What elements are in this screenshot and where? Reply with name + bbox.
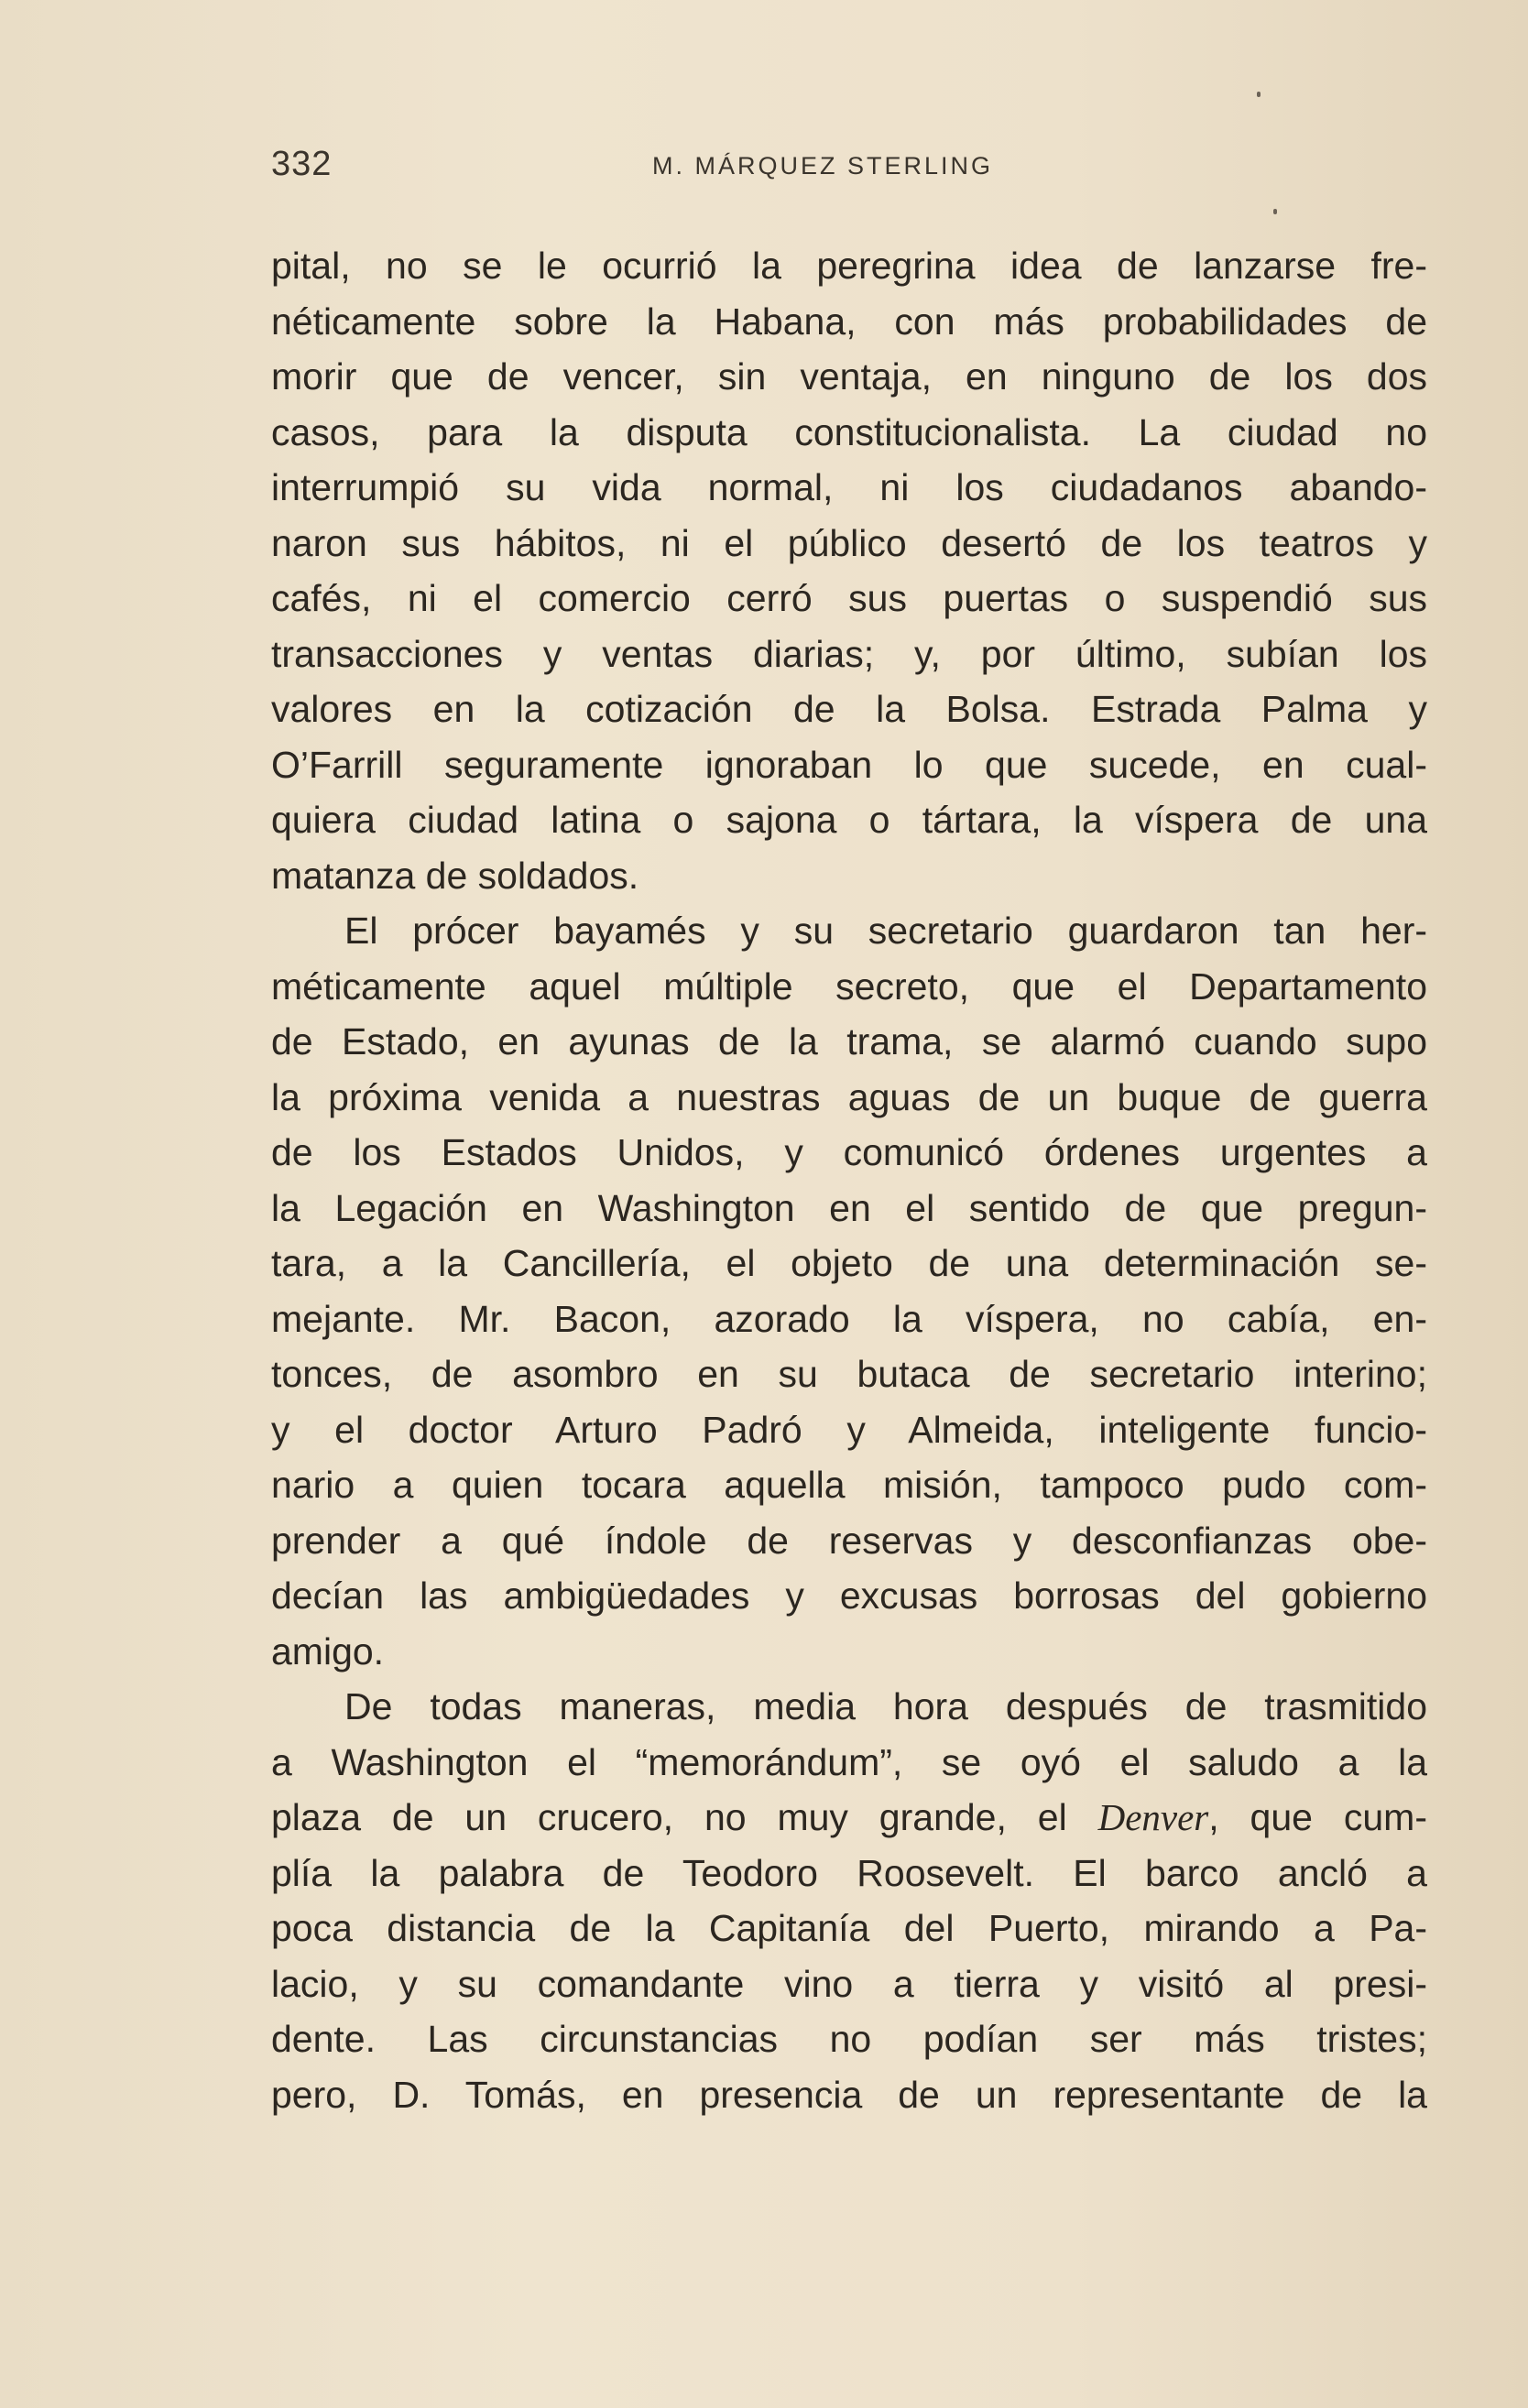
text-line: naron sus hábitos, ni el público desertó de los teatros y <box>271 521 1427 564</box>
text-line: decían las ambigüedades y excusas borrosas del gobierno <box>271 1574 1427 1617</box>
text-line: mejante. Mr. Bacon, azorado la víspera, no cabía, en- <box>271 1297 1427 1340</box>
page-number: 332 <box>271 145 333 183</box>
paragraph <box>271 903 1427 1679</box>
paragraph <box>271 1679 1427 2122</box>
text-line: nario a quien tocara aquella misión, tampoco pudo com- <box>271 1464 1427 1506</box>
text-line: casos, para la disputa constitucionalista. La ciudad no <box>271 410 1427 453</box>
print-speck <box>1257 92 1261 97</box>
text-line: interrumpió su vida normal, ni los ciudadanos abando- <box>271 466 1427 508</box>
print-speck <box>1273 209 1277 214</box>
text-line: matanza de soldados. <box>271 854 639 897</box>
text-line: quiera ciudad latina o sajona o tártara, la víspera de una <box>271 799 1427 841</box>
text-line: la próxima venida a nuestras aguas de un buque de guerra <box>271 1075 1427 1118</box>
text-line: prender a qué índole de reservas y desconfianzas obe- <box>271 1519 1427 1562</box>
text-line: poca distancia de la Capitanía del Puerto, mirando a Pa- <box>271 1907 1427 1949</box>
text-line: pital, no se le ocurrió la peregrina idea de lanzarse fre- <box>271 245 1427 287</box>
body-text <box>271 238 1427 2122</box>
text-line: plaza de un crucero, no muy grande, el Denver, que cum- <box>271 1796 1427 1838</box>
text-line: cafés, ni el comercio cerró sus puertas o suspendió sus <box>271 577 1427 619</box>
text-line: a Washington el “memorándum”, se oyó el saludo a la <box>271 1740 1427 1783</box>
text-line: de Estado, en ayunas de la trama, se alarmó cuando supo <box>271 1020 1427 1062</box>
text-line: lacio, y su comandante vino a tierra y visitó al presi- <box>271 1962 1427 2005</box>
text-line: De todas maneras, media hora después de trasmitido <box>344 1685 1427 1727</box>
text-line: tara, a la Cancillería, el objeto de una determinación se- <box>271 1242 1427 1284</box>
paragraph <box>271 238 1427 903</box>
running-head <box>271 145 1425 191</box>
text-line: tonces, de asombro en su butaca de secretario interino; <box>271 1353 1427 1395</box>
text-line: pero, D. Tomás, en presencia de un representante de la <box>271 2073 1427 2116</box>
text-line: de los Estados Unidos, y comunicó órdenes urgentes a <box>271 1131 1427 1173</box>
text-line: néticamente sobre la Habana, con más probabilidades de <box>271 300 1427 343</box>
text-line: transacciones y ventas diarias; y, por último, subían los <box>271 632 1427 675</box>
text-line: dente. Las circunstancias no podían ser más tristes; <box>271 2018 1427 2060</box>
text-line: y el doctor Arturo Padró y Almeida, inteligente funcio- <box>271 1408 1427 1451</box>
italic-ship-name: Denver <box>1097 1796 1209 1838</box>
running-title: M. MÁRQUEZ STERLING <box>652 152 994 180</box>
text-line: O’Farrill seguramente ignoraban lo que sucede, en cual- <box>271 743 1427 786</box>
text-line: morir que de vencer, sin ventaja, en ninguno de los dos <box>271 355 1427 398</box>
text-line: El prócer bayamés y su secretario guardaron tan her- <box>344 910 1427 952</box>
text-line: plía la palabra de Teodoro Roosevelt. El barco ancló a <box>271 1851 1427 1894</box>
text-line: amigo. <box>271 1629 385 1673</box>
text-line: valores en la cotización de la Bolsa. Estrada Palma y <box>271 688 1427 730</box>
text-line: la Legación en Washington en el sentido de que pregun- <box>271 1186 1427 1229</box>
text-line: méticamente aquel múltiple secreto, que el Departamento <box>271 964 1427 1008</box>
